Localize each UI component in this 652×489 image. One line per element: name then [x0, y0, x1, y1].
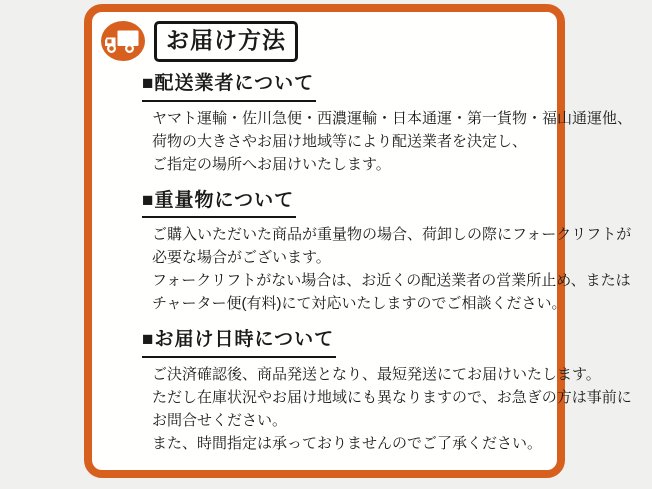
body-line: ご購入いただいた商品が重量物の場合、荷卸しの際にフォークリフトが: [152, 226, 632, 244]
delivery-info-panel: [84, 4, 633, 478]
section-body: [152, 363, 632, 455]
page-title: お届け方法: [154, 21, 298, 62]
body-line: また、時間指定は承っておりませんのでご了承ください。: [152, 435, 543, 452]
truck-icon: [101, 21, 145, 61]
section-heading: ■配送業者について: [142, 72, 316, 102]
section-heading: ■重量物について: [142, 189, 296, 219]
panel-content: [142, 72, 633, 455]
body-line: お問合せください。: [152, 412, 288, 429]
section-body: [152, 107, 633, 176]
body-line: 必要な場合がございます。: [152, 249, 331, 267]
section-delivery-carriers: [142, 72, 633, 176]
panel-header: [101, 21, 557, 62]
body-line: フォークリフトがない場合は、お近くの配送業者の営業所止め、または: [152, 272, 631, 290]
section-body: [152, 223, 632, 315]
body-line: 荷物の大きさやお届け地域等により配送業者を決定し、: [152, 132, 528, 150]
body-line: ご指定の場所へお届けいたします。: [152, 155, 391, 173]
section-heavy-items: [142, 189, 632, 316]
section-delivery-schedule: [142, 328, 632, 455]
section-heading: ■お届け日時について: [142, 328, 336, 358]
body-line: ただし在庫状況やお届け地域にも異なりますので、お急ぎの方は事前に: [152, 389, 632, 406]
body-line: ヤマト運輸・佐川急便・西濃運輸・日本通運・第一貨物・福山通運他、: [152, 109, 633, 127]
body-line: チャーター便(有料)にて対応いたしますのでご相談ください。: [152, 295, 567, 313]
body-line: ご決済確認後、商品発送となり、最短発送にてお届けいたします。: [152, 366, 601, 383]
